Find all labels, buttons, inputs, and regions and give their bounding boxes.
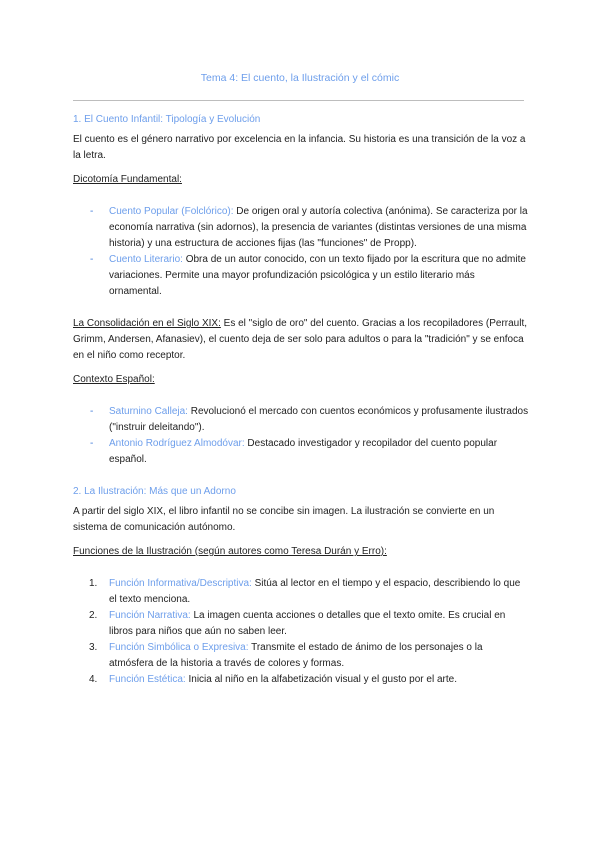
dash-bullet-icon: - <box>90 254 94 265</box>
list-item <box>73 640 529 672</box>
section1-intro: El cuento es el género narrativo por excelencia en la infancia. Su historia es una transición de la voz a la letra. <box>73 134 526 161</box>
list-number: 1. <box>89 578 98 589</box>
list-item <box>73 252 529 300</box>
term-label: Función Estética: <box>109 674 186 685</box>
term-label: Función Narrativa: <box>109 610 191 621</box>
functions-list <box>73 576 529 688</box>
document-title: Tema 4: El cuento, la Ilustración y el cómic <box>200 72 400 84</box>
list-item <box>73 436 529 468</box>
list-item <box>73 608 529 640</box>
section2-intro: A partir del siglo XIX, el libro infantil no se concibe sin imagen. La ilustración se convierte en un sistema de comunicación autónomo. <box>73 506 495 533</box>
term-description: Inicia al niño en la alfabetización visual y el gusto por el arte. <box>185 674 457 685</box>
list-item <box>73 576 529 608</box>
consolidation-paragraph <box>73 316 529 364</box>
term-description: De origen oral y autoría colectiva (anónima). Se caracteriza por la economía narrativa (sin adornos), la presencia de variantes (distintas versiones de una misma historia) y una estructura de acciones fijas (las "funciones" de Propp). <box>109 206 528 249</box>
section1-heading: 1. El Cuento Infantil: Tipología y Evolución <box>73 114 261 125</box>
spain-context-heading: Contexto Español: <box>73 374 155 385</box>
term-description: Revolucionó el mercado con cuentos económicos y profusamente ilustrados ("instruir deleitando"). <box>109 406 529 433</box>
term-label: Cuento Popular (Folclórico): <box>109 206 234 217</box>
dash-bullet-icon: - <box>90 438 94 449</box>
term-description: Sitúa al lector en el tiempo y el espacio, describiendo lo que el texto menciona. <box>109 578 521 605</box>
term-label: Función Simbólica o Expresiva: <box>109 642 249 653</box>
section2-heading: 2. La Ilustración: Más que un Adorno <box>73 486 236 497</box>
list-item <box>73 404 529 436</box>
list-item <box>73 204 529 252</box>
term-label: Saturnino Calleja: <box>109 406 188 417</box>
dash-bullet-icon: - <box>90 206 94 217</box>
list-item <box>73 672 529 688</box>
list-number: 3. <box>89 642 98 653</box>
consolidation-text: Es el "siglo de oro" del cuento. Gracias a los recopiladores (Perrault, Grimm, Andersen, Afanasiev), el cuento deja de ser solo para adultos o para la "tradición" y se enfoca en el niño como receptor. <box>73 318 528 361</box>
term-description: La imagen cuenta acciones o detalles que el texto omite. Es crucial en libros para niños que aún no saben leer. <box>109 610 506 637</box>
dichotomy-heading: Dicotomía Fundamental: <box>73 174 182 185</box>
dash-bullet-icon: - <box>90 406 94 417</box>
functions-heading: Funciones de la Ilustración (según autores como Teresa Durán y Erro): <box>73 546 387 557</box>
consolidation-label: La Consolidación en el Siglo XIX: <box>73 318 221 329</box>
spain-context-list <box>73 404 529 468</box>
term-description: Destacado investigador y recopilador del cuento popular español. <box>109 438 498 465</box>
term-description: Transmite el estado de ánimo de los personajes o la atmósfera de la historia a través de colores y formas. <box>109 642 483 669</box>
list-number: 2. <box>89 610 98 621</box>
dichotomy-list <box>73 204 529 300</box>
document-body <box>73 112 529 696</box>
term-label: Cuento Literario: <box>109 254 183 265</box>
list-number: 4. <box>89 674 98 685</box>
term-description: Obra de un autor conocido, con un texto fijado por la escritura que no admite variaciones. Permite una mayor profundización psicológica y un estilo literario más ornamental. <box>109 254 526 297</box>
term-label: Función Informativa/Descriptiva: <box>109 578 252 589</box>
term-label: Antonio Rodríguez Almodóvar: <box>109 438 245 449</box>
title-divider <box>73 100 524 101</box>
